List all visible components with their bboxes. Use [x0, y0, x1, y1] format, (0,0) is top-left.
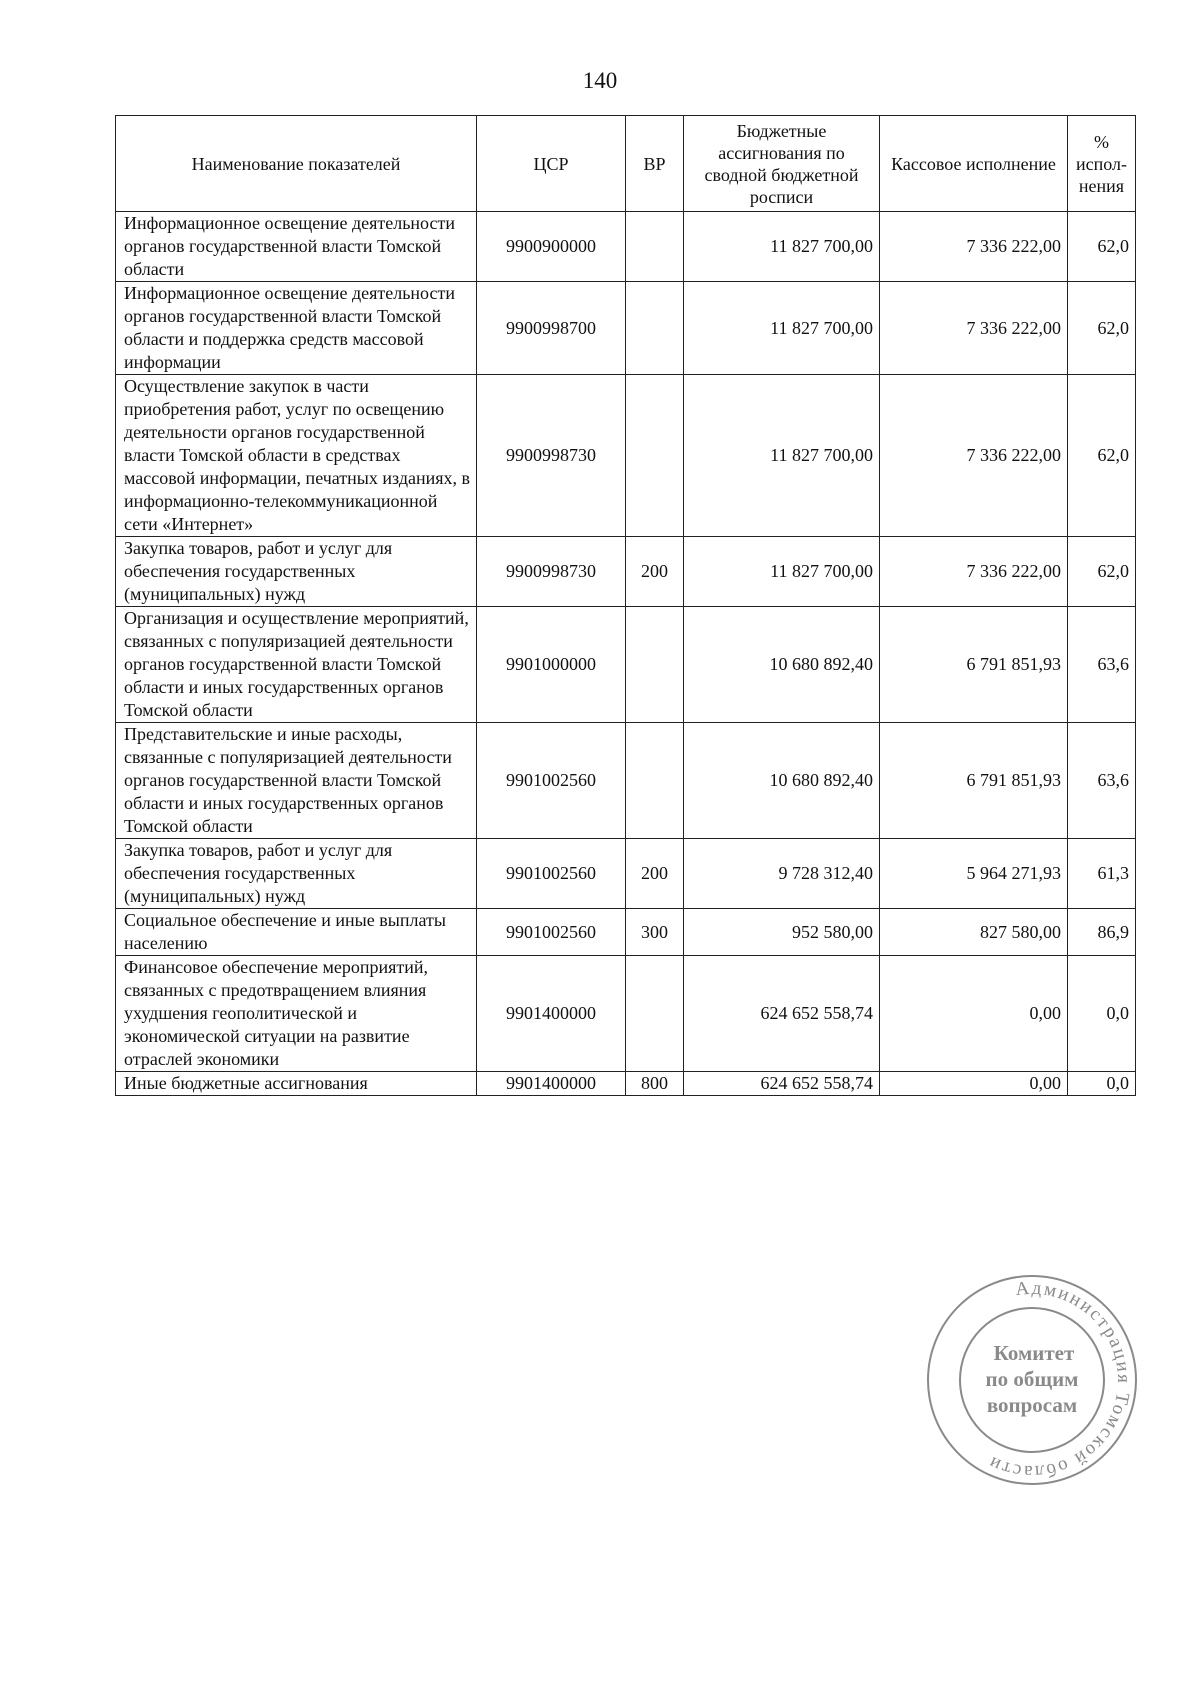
row-vr [626, 282, 684, 375]
row-csr: 9900998700 [477, 282, 626, 375]
row-csr: 9901002560 [477, 839, 626, 909]
row-name: Представительские и иные расходы, связанные с популяризацией деятельности органов государственной власти Томской области и иных государственных органов Томской области [116, 723, 477, 839]
row-execution: 6 791 851,93 [880, 723, 1068, 839]
row-name: Иные бюджетные ассигнования [116, 1072, 477, 1096]
row-appropriations: 952 580,00 [684, 909, 880, 956]
row-percent: 0,0 [1068, 956, 1136, 1072]
row-vr [626, 375, 684, 537]
header-vr: ВР [626, 116, 684, 212]
row-execution: 7 336 222,00 [880, 537, 1068, 607]
row-vr [626, 607, 684, 723]
row-vr [626, 956, 684, 1072]
row-percent: 62,0 [1068, 537, 1136, 607]
row-vr: 800 [626, 1072, 684, 1096]
seal-line-2: по общим [985, 1367, 1079, 1391]
row-name: Закупка товаров, работ и услуг для обеспечения государственных (муниципальных) нужд [116, 839, 477, 909]
table-row [116, 282, 1136, 375]
page-number: 140 [582, 68, 618, 93]
row-appropriations: 624 652 558,74 [684, 1072, 880, 1096]
header-percent: % испол-нения [1068, 116, 1136, 212]
table-row [116, 212, 1136, 282]
budget-execution-table [115, 115, 1136, 1096]
row-csr: 9900900000 [477, 212, 626, 282]
row-csr: 9900998730 [477, 375, 626, 537]
header-csr: ЦСР [477, 116, 626, 212]
row-vr [626, 212, 684, 282]
row-percent: 62,0 [1068, 375, 1136, 537]
row-execution: 7 336 222,00 [880, 375, 1068, 537]
row-appropriations: 11 827 700,00 [684, 212, 880, 282]
row-execution: 7 336 222,00 [880, 282, 1068, 375]
row-percent: 63,6 [1068, 723, 1136, 839]
row-execution: 0,00 [880, 956, 1068, 1072]
row-execution: 0,00 [880, 1072, 1068, 1096]
row-csr: 9901400000 [477, 1072, 626, 1096]
row-vr [626, 723, 684, 839]
row-vr: 200 [626, 839, 684, 909]
table-row [116, 839, 1136, 909]
seal-outer-text: Администрация Томской области [984, 1277, 1135, 1483]
row-name: Организация и осуществление мероприятий, связанных с популяризацией деятельности органов государственной власти Томской области и иных государственных органов Томской области [116, 607, 477, 723]
row-percent: 61,3 [1068, 839, 1136, 909]
row-vr: 300 [626, 909, 684, 956]
row-name: Социальное обеспечение и иные выплаты населению [116, 909, 477, 956]
header-execution: Кассовое исполнение [880, 116, 1068, 212]
row-percent: 0,0 [1068, 1072, 1136, 1096]
row-appropriations: 10 680 892,40 [684, 723, 880, 839]
row-execution: 827 580,00 [880, 909, 1068, 956]
row-csr: 9901000000 [477, 607, 626, 723]
table-row [116, 1072, 1136, 1096]
row-vr: 200 [626, 537, 684, 607]
table-row [116, 956, 1136, 1072]
row-execution: 7 336 222,00 [880, 212, 1068, 282]
row-execution: 5 964 271,93 [880, 839, 1068, 909]
official-seal [922, 1270, 1142, 1490]
row-percent: 63,6 [1068, 607, 1136, 723]
row-name: Информационное освещение деятельности органов государственной власти Томской области [116, 212, 477, 282]
row-appropriations: 9 728 312,40 [684, 839, 880, 909]
table-row [116, 607, 1136, 723]
row-percent: 86,9 [1068, 909, 1136, 956]
header-appropriations: Бюджетные ассигнования по сводной бюджетной росписи [684, 116, 880, 212]
row-csr: 9901002560 [477, 909, 626, 956]
row-appropriations: 11 827 700,00 [684, 375, 880, 537]
table-header-row [116, 116, 1136, 212]
row-execution: 6 791 851,93 [880, 607, 1068, 723]
row-csr: 9901002560 [477, 723, 626, 839]
row-name: Финансовое обеспечение мероприятий, связанных с предотвращением влияния ухудшения геополитической и экономической ситуации на развитие отраслей экономики [116, 956, 477, 1072]
row-appropriations: 11 827 700,00 [684, 537, 880, 607]
row-name: Закупка товаров, работ и услуг для обеспечения государственных (муниципальных) нужд [116, 537, 477, 607]
row-name: Информационное освещение деятельности органов государственной власти Томской области и поддержка средств массовой информации [116, 282, 477, 375]
seal-line-1: Комитет [993, 1341, 1075, 1365]
row-csr: 9900998730 [477, 537, 626, 607]
row-appropriations: 10 680 892,40 [684, 607, 880, 723]
row-appropriations: 11 827 700,00 [684, 282, 880, 375]
row-csr: 9901400000 [477, 956, 626, 1072]
header-name: Наименование показателей [116, 116, 477, 212]
table-row [116, 909, 1136, 956]
row-percent: 62,0 [1068, 282, 1136, 375]
table-row [116, 723, 1136, 839]
row-appropriations: 624 652 558,74 [684, 956, 880, 1072]
row-name: Осуществление закупок в части приобретения работ, услуг по освещению деятельности органов государственной власти Томской области в средствах массовой информации, печатных изданиях, в информационно-телекоммуникационной сети «Интернет» [116, 375, 477, 537]
seal-line-3: вопросам [986, 1393, 1078, 1417]
table-row [116, 375, 1136, 537]
row-percent: 62,0 [1068, 212, 1136, 282]
table-row [116, 537, 1136, 607]
